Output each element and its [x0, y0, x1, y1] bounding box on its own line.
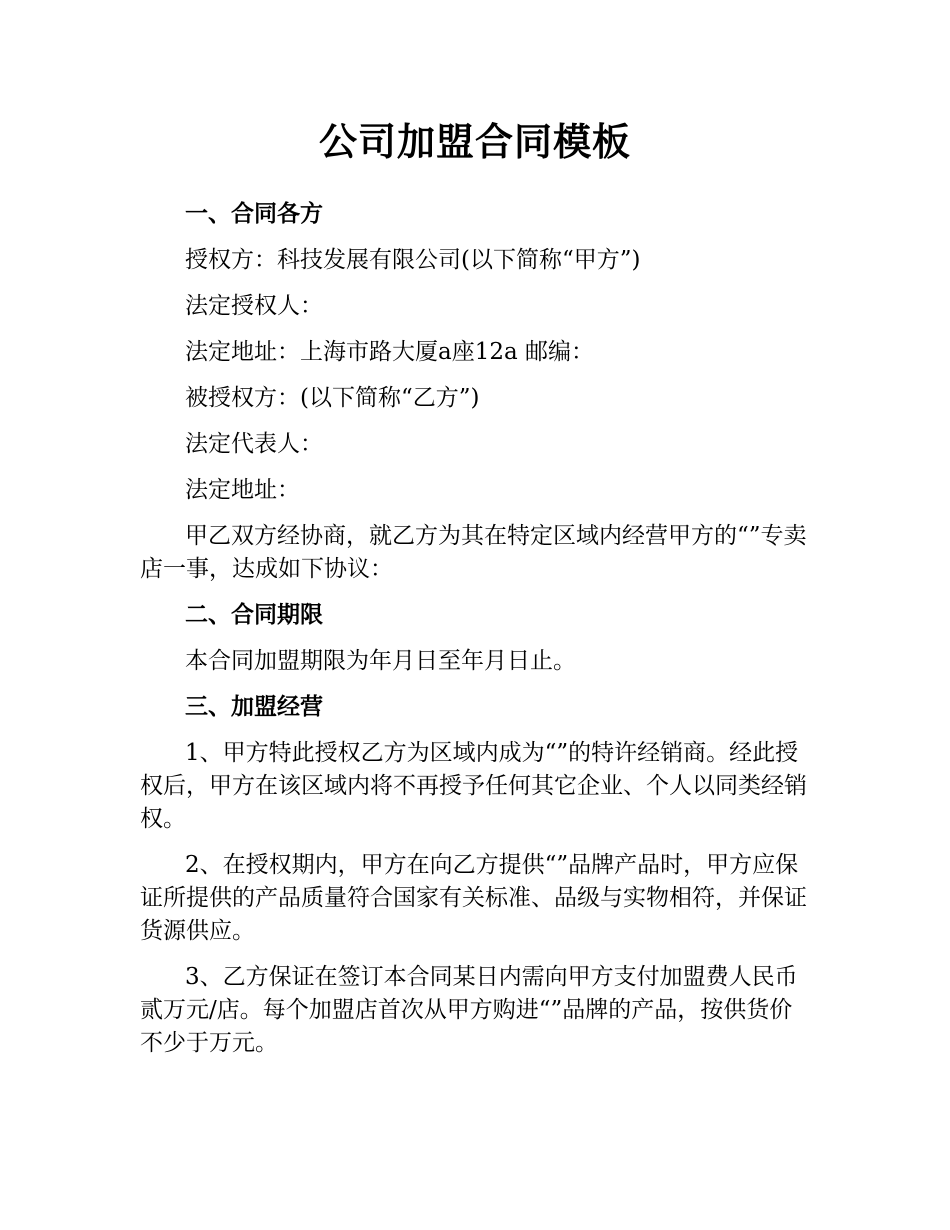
franchise-clause-1: 1、甲方特此授权乙方为区域内成为“”的特许经销商。经此授权后，甲方在该区域内将不再授予任何其它企业、个人以同类经销权。	[140, 740, 807, 832]
section-heading-parties: 一、合同各方	[185, 201, 323, 227]
section-heading-franchise: 三、加盟经营	[185, 694, 323, 720]
document-body	[140, 198, 812, 1073]
grantee-representative-line: 法定代表人：	[185, 431, 323, 457]
grantor-authorized-person-line: 法定授权人：	[185, 293, 323, 319]
grantee-address-line: 法定地址：	[185, 477, 300, 503]
agreement-intro-paragraph: 甲乙双方经协商，就乙方为其在特定区域内经营甲方的“”专卖店一事，达成如下协议：	[140, 523, 807, 582]
term-paragraph: 本合同加盟期限为年月日至年月日止。	[185, 648, 576, 674]
grantor-line: 授权方：科技发展有限公司(以下简称“甲方”)	[185, 247, 641, 273]
franchise-clause-3: 3、乙方保证在签订本合同某日内需向甲方支付加盟费人民币贰万元/店。每个加盟店首次从甲方购进“”品牌的产品，按供货价不少于万元。	[140, 964, 798, 1056]
grantee-line: 被授权方：(以下简称“乙方”)	[185, 385, 480, 411]
grantor-address-line: 法定地址：上海市路大厦a座12a 邮编：	[185, 339, 595, 365]
franchise-clause-2: 2、在授权期内，甲方在向乙方提供“”品牌产品时，甲方应保证所提供的产品质量符合国家有关标准、品级与实物相符，并保证货源供应。	[140, 852, 807, 944]
section-heading-term: 二、合同期限	[185, 602, 323, 628]
document-title: 公司加盟合同模板	[318, 120, 631, 164]
